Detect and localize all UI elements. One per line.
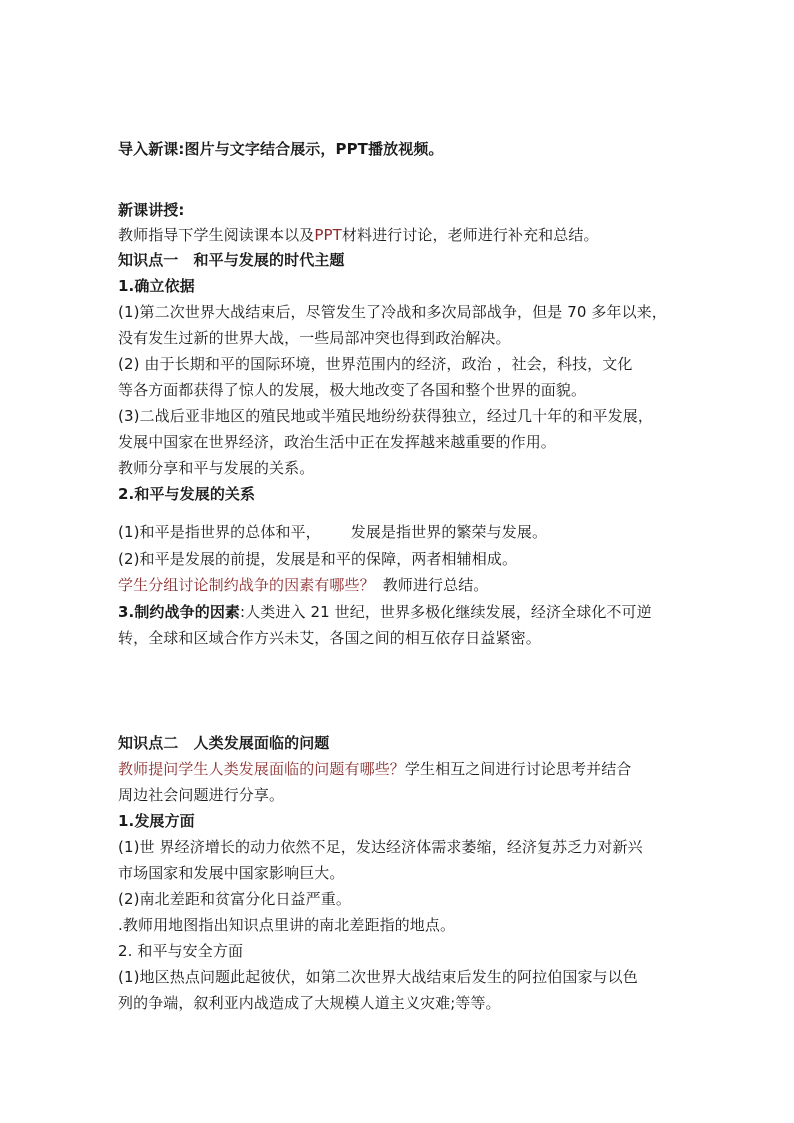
kp1-s2-title: 2.和平与发展的关系 (118, 485, 256, 503)
kp1-s1-p1-line2: 没有发生过新的世界大战，一些局部冲突也得到政治解决。 (118, 329, 511, 347)
new-lesson-heading: 新课讲授: (118, 201, 185, 219)
kp1-s1-p3-line2: 发展中国家在世界经济，政治生活中正在发挥越来越重要的作用。 (118, 433, 556, 451)
new-lesson-line-ppt: PPT (314, 226, 342, 244)
kp1-s2-note (118, 575, 680, 595)
kp1-s2-p1-a: (1)和平是指世界的总体和平， (118, 523, 321, 541)
kp2-question-red: 教师提问学生人类发展面临的问题有哪些？ (118, 760, 405, 778)
kp1-s1-p1-line1: (1)第二次世界大战结束后，尽管发生了冷战和多次局部战争，但是 70 多年以来， (118, 303, 667, 321)
kp2-s1-p1-line1: (1)世 界经济增长的动力依然不足，发达经济体需求萎缩，经济复苏乏力对新兴 (118, 838, 643, 856)
kp2-s1-p1-line2: 市场国家和发展中国家影响巨大。 (118, 864, 345, 882)
kp1-s2-note-red: 学生分组讨论制约战争的因素有哪些？ (118, 576, 375, 594)
kp2-s2-p1-line2: 列的争端，叙利亚内战造成了大规模人道主义灾难;等等。 (118, 994, 501, 1012)
kp1-s1-title: 1.确立依据 (118, 277, 195, 295)
kp2-question-line1 (118, 759, 680, 779)
kp1-s1-p2-line1: (2) 由于长期和平的国际环境，世界范围内的经济，政治 ，社会，科技，文化 (118, 355, 633, 373)
kp2-question-line2: 周边社会问题进行分享。 (118, 786, 285, 804)
kp1-s2-p1 (118, 522, 680, 542)
kp2-s1-note: .教师用地图指出知识点里讲的南北差距指的地点。 (118, 916, 456, 934)
kp1-s2-p1-b: 发展是指世界的繁荣与发展。 (350, 523, 548, 541)
kp1-s3-title: 3.制约战争的因素 (118, 603, 241, 621)
new-lesson-line-pre: 教师指导下学生阅读课本以及 (118, 226, 315, 244)
intro-line: 导入新课:图片与文字结合展示，PPT播放视频。 (118, 140, 444, 158)
kp1-s3-line1 (118, 602, 680, 622)
kp2-s2-p1-line1: (1)地区热点问题此起彼伏，如第二次世界大战结束后发生的阿拉伯国家与以色 (118, 968, 638, 986)
kp1-s2-p2: (2)和平是发展的前提，发展是和平的保障，两者相辅相成。 (118, 550, 518, 568)
kp1-s1-p2-line2: 等各方面都获得了惊人的发展，极大地改变了各国和整个世界的面貌。 (118, 381, 587, 399)
new-lesson-line (118, 225, 680, 245)
kp1-s3-line1-rest: :人类进入 21 世纪，世界多极化继续发展，经济全球化不可逆 (240, 603, 652, 621)
kp2-title: 知识点二 人类发展面临的问题 (118, 734, 330, 752)
kp1-s1-note: 教师分享和平与发展的关系。 (118, 459, 315, 477)
kp2-s2-title: 2. 和平与安全方面 (118, 942, 244, 960)
kp1-s3-line2: 转，全球和区域合作方兴未艾，各国之间的相互依存日益紧密。 (118, 629, 541, 647)
kp2-s1-title: 1.发展方面 (118, 812, 195, 830)
kp1-s1-p3-line1: (3)二战后亚非地区的殖民地或半殖民地纷纷获得独立，经过几十年的和平发展， (118, 407, 653, 425)
kp2-s1-p2: (2)南北差距和贫富分化日益严重。 (118, 890, 351, 908)
kp1-s2-note-rest: 教师进行总结。 (382, 576, 489, 594)
new-lesson-line-post: 材料进行讨论，老师进行补充和总结。 (341, 226, 599, 244)
kp2-question-rest: 学生相互之间进行讨论思考并结合 (404, 760, 632, 778)
kp1-title: 知识点一 和平与发展的时代主题 (118, 251, 345, 269)
